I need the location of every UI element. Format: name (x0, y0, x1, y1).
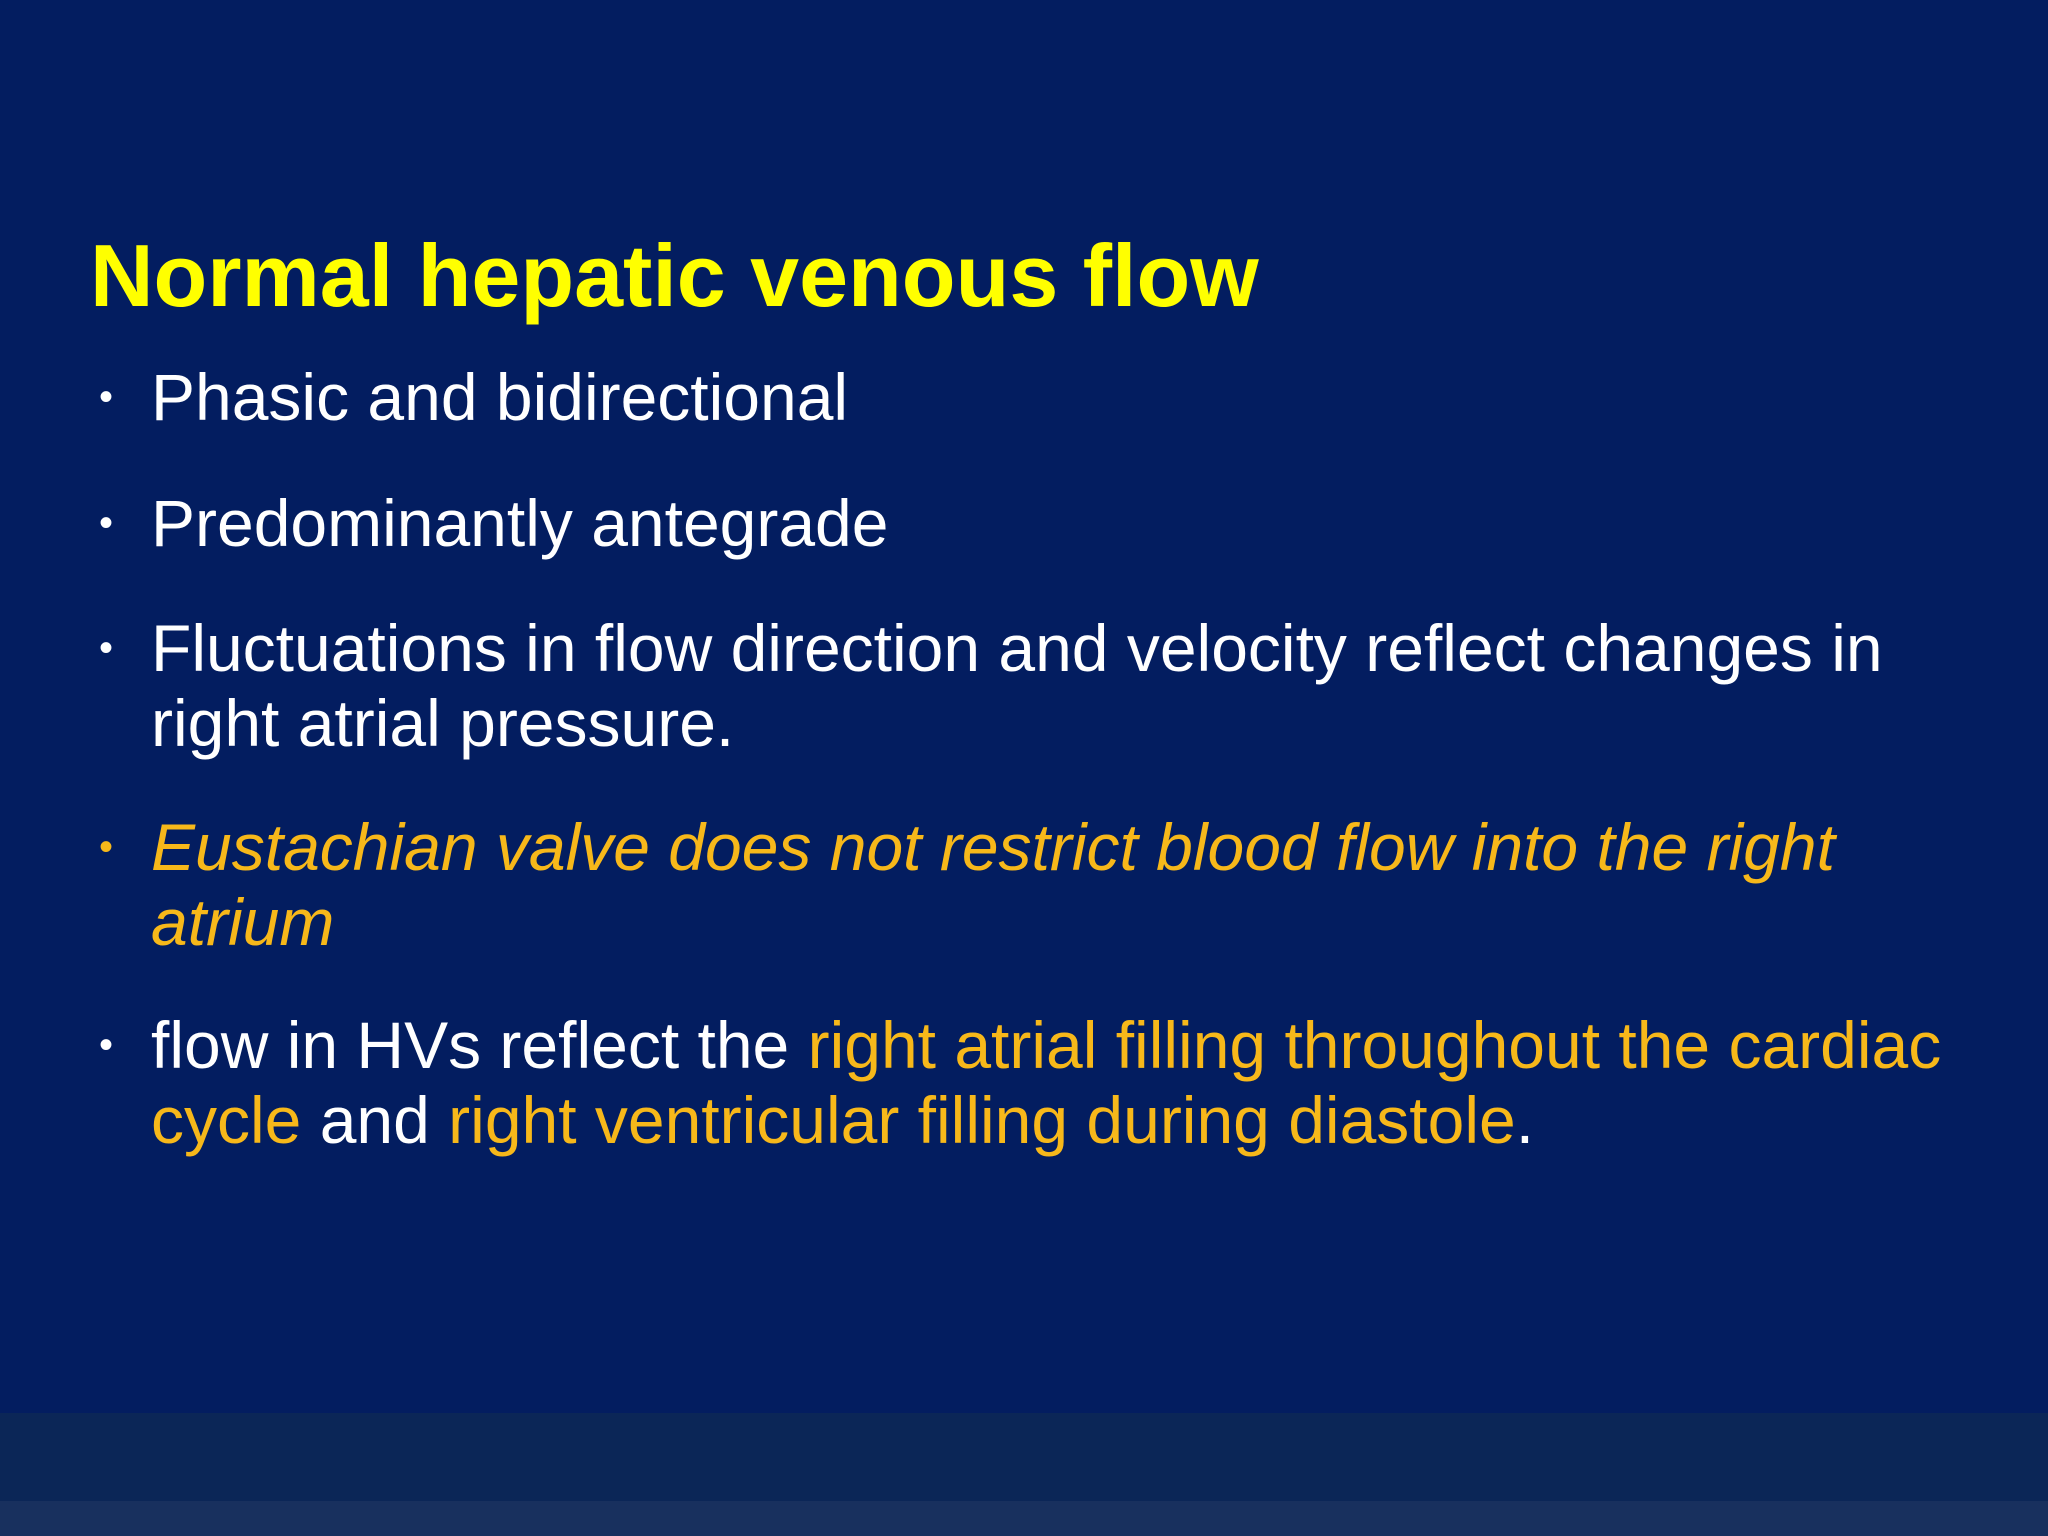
bullet-dot-icon: • (99, 626, 114, 670)
bullet-dot-icon: • (99, 501, 114, 545)
bullet-text: Phasic and bidirectional (151, 360, 849, 434)
bullet-text: Eustachian valve does not restrict blood flow into the right atrium (151, 810, 1835, 959)
bullet-dot-icon: • (99, 825, 114, 869)
footer-strip (0, 1501, 2048, 1536)
bullet-dot-icon: • (99, 1023, 114, 1067)
slide-title: Normal hepatic venous flow (90, 226, 1259, 325)
bullet-text-part: flow in HVs reflect the (151, 1008, 808, 1082)
bullet-item (0, 486, 948, 561)
footer-band (0, 1413, 2048, 1501)
bullet-item-emphasis (0, 810, 2048, 960)
bullet-highlight: right atrial filling throughout the cardiac cycle (151, 1008, 1942, 1157)
bullet-dot-icon: • (99, 375, 114, 419)
bullet-text-part: . (1515, 1083, 1535, 1157)
bullet-text: Fluctuations in flow direction and velocity reflect changes in right atrial pressure. (151, 611, 1883, 760)
bullet-item (0, 611, 2048, 761)
bullet-item (0, 360, 908, 435)
bullet-text: Predominantly antegrade (151, 486, 889, 560)
bullet-item (0, 1008, 2048, 1158)
bullet-text-part: and (301, 1083, 449, 1157)
bullet-highlight: right ventricular filling during diastole (448, 1083, 1516, 1157)
